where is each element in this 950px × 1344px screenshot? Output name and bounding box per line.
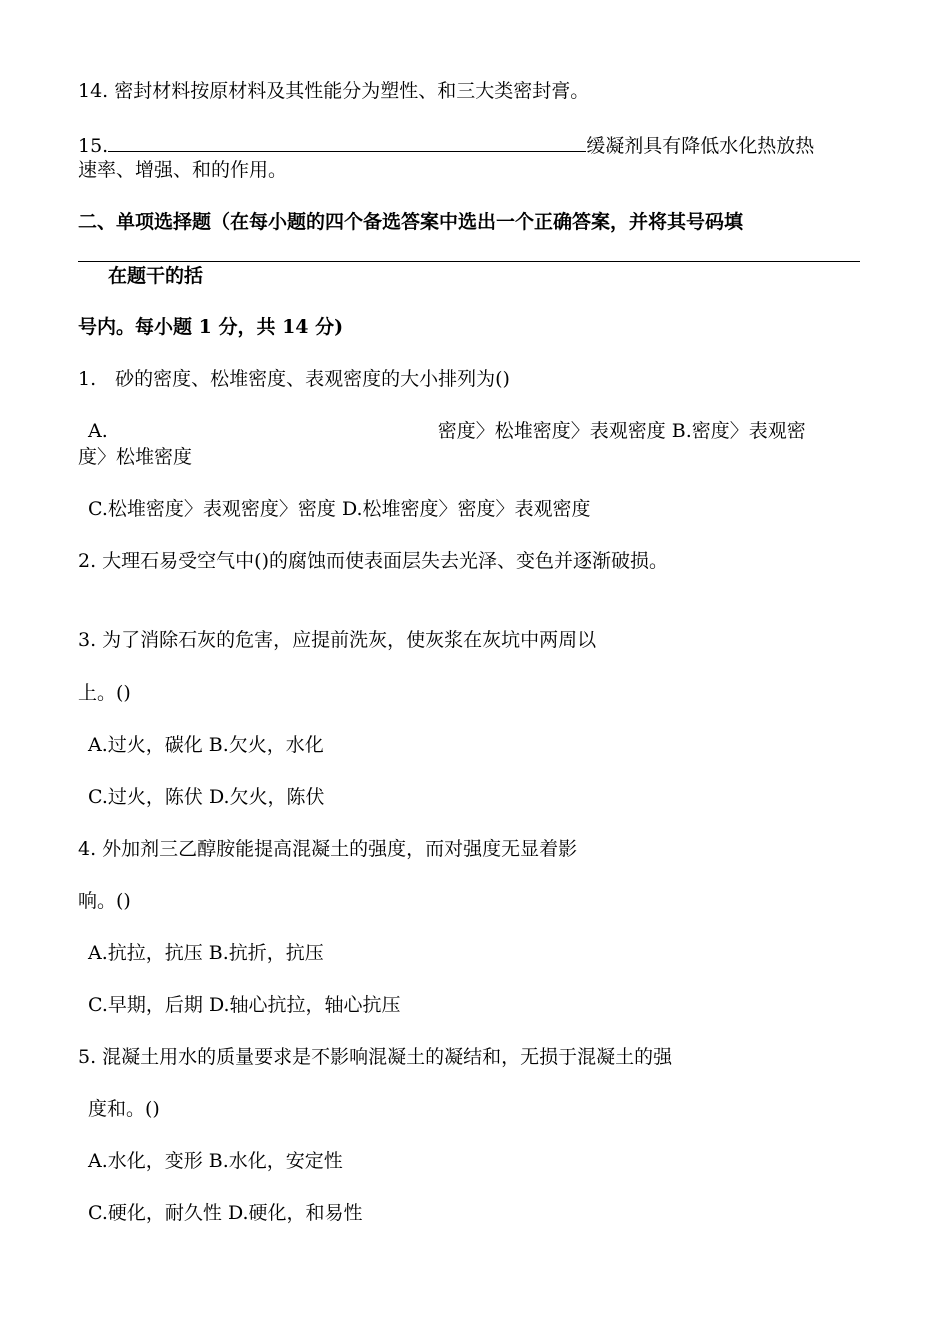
question-4-options-ab: A.抗拉，抗压 B.抗折，抗压 [88,942,324,964]
question-1-options-cd: C.松堆密度〉表观密度〉密度 D.松堆密度〉密度〉表观密度 [88,498,591,520]
question-3-options-ab: A.过火，碳化 B.欠火，水化 [88,734,324,756]
question-1-option-a-line2: 度〉松堆密度 [78,446,193,468]
question-5-stem: 5. 混凝土用水的质量要求是不影响混凝土的凝结和，无损于混凝土的强 [78,1046,673,1068]
question-2-stem: 2. 大理石易受空气中()的腐蚀而使表面层失去光泽、变色并逐渐破损。 [78,550,668,572]
section-2-heading-cont: 在题干的括 [108,265,204,287]
question-5-options-cd: C.硬化，耐久性 D.硬化，和易性 [88,1202,363,1224]
section-2-heading: 二、单项选择题（在每小题的四个备选答案中选出一个正确答案，并将其号码填 [78,211,744,233]
question-3-stem-line2: 上。() [78,682,131,704]
question-4-options-cd: C.早期，后期 D.轴心抗拉，轴心抗压 [88,994,401,1016]
question-5-stem-line2: 度和。() [88,1098,160,1120]
question-15 [78,131,814,159]
question-4-stem: 4. 外加剂三乙醇胺能提高混凝土的强度，而对强度无显着影 [78,838,578,860]
question-1-stem: 1. 砂的密度、松堆密度、表观密度的大小排列为() [78,368,510,390]
answer-blank-line [108,131,586,152]
heading-rule [78,261,860,262]
question-15-line2: 速率、增强、和的作用。 [78,159,288,181]
question-3-options-cd: C.过火，陈伏 D.欠火，陈伏 [88,786,325,808]
question-4-stem-line2: 响。() [78,890,131,912]
question-15-number: 15. [78,135,109,157]
question-14: 14. 密封材料按原材料及其性能分为塑性、和三大类密封膏。 [78,80,590,102]
section-2-heading-cont2: 号内。每小题 1 分，共 14 分) [78,316,344,338]
question-15-text: 缓凝剂具有降低水化热放热 [586,135,815,157]
question-5-options-ab: A.水化，变形 B.水化，安定性 [88,1150,343,1172]
question-3-stem: 3. 为了消除石灰的危害，应提前洗灰，使灰浆在灰坑中两周以 [78,629,597,651]
option-a-tail: 密度〉松堆密度〉表观密度 B.密度〉表观密 [437,420,806,442]
question-1-option-a [88,418,806,444]
option-a-label: A. [88,420,108,442]
